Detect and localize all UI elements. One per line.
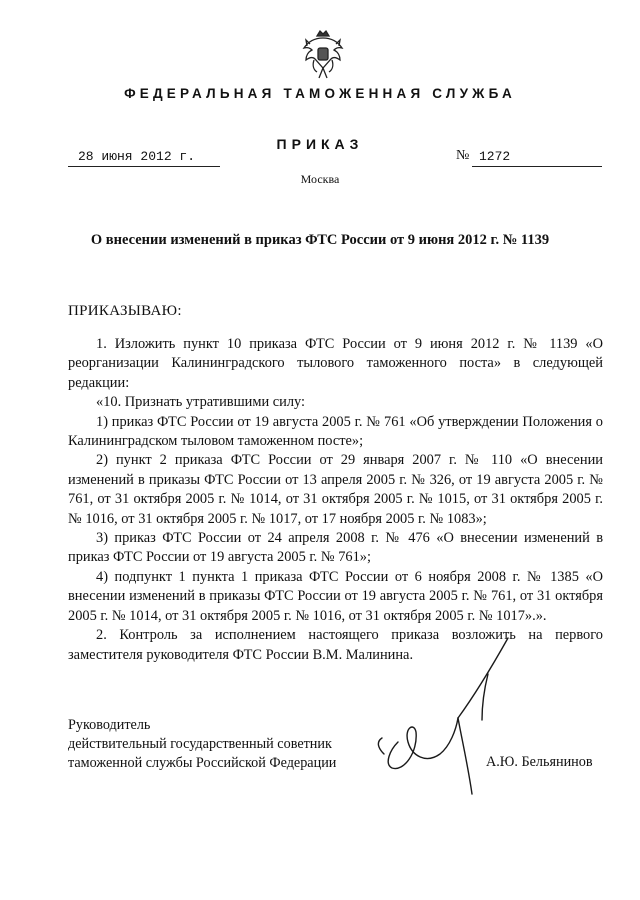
number-underline: [472, 166, 602, 167]
city-name: Москва: [300, 172, 340, 186]
paragraph-subitem-1: 1) приказ ФТС России от 19 августа 2005 г. № 761 «Об утверждении Положения о Калининградском тыловом таможенном посте»;: [68, 413, 603, 450]
document-number: 1272: [479, 149, 511, 164]
signer-title-line-2: действительный государственный советник: [68, 736, 332, 752]
document-body: [68, 335, 603, 665]
paragraph-item-10: «10. Признать утратившими силу:: [96, 394, 306, 411]
double-headed-eagle-emblem-icon: [300, 26, 346, 82]
paragraph-subitem-2: 2) пункт 2 приказа ФТС России от 29 января 2007 г. № 110 «О внесении изменений в приказы ФТС России от 13 апреля 2005 г. № 326, от 19 августа 2005 г. № 761, от 31 октября 2005 г. № 1014, от 31 октября 2005 г. № 1015, от 31 октября 2005 г. № 1016, от 31 октября 2005 г. № 1017, от 17 ноября 2005 г. № 1083»;: [68, 452, 603, 527]
paragraph-item-2: 2. Контроль за исполнением настоящего приказа возложить на первого заместителя руководителя ФТС России В.М. Малинина.: [68, 627, 603, 663]
date-underline: [68, 166, 220, 167]
paragraph-subitem-3: 3) приказ ФТС России от 24 апреля 2008 г. № 476 «О внесении изменений в приказ ФТС России от 19 августа 2005 г. № 761»;: [68, 530, 603, 566]
signer-title-line-1: Руководитель: [68, 717, 151, 733]
number-sign: №: [456, 148, 470, 163]
paragraph-item-1: 1. Изложить пункт 10 приказа ФТС России от 9 июня 2012 г. № 1139 «О реорганизации Калининградского тылового таможенного поста» в следующей редакции:: [68, 336, 603, 391]
signer-title-block: [68, 716, 336, 773]
order-word: ПРИКАЗЫВАЮ:: [68, 303, 182, 319]
signer-name: А.Ю. Бельянинов: [486, 754, 593, 770]
agency-name: ФЕДЕРАЛЬНАЯ ТАМОЖЕННАЯ СЛУЖБА: [124, 86, 516, 101]
handwritten-signature: [370, 630, 520, 800]
signer-title-line-3: таможенной службы Российской Федерации: [68, 755, 337, 771]
document-type: ПРИКАЗ: [276, 136, 364, 152]
document-title: О внесении изменений в приказ ФТС России от 9 июня 2012 г. № 1139: [90, 232, 550, 248]
paragraph-subitem-4: 4) подпункт 1 пункта 1 приказа ФТС России от 6 ноября 2008 г. № 1385 «О внесении изменений в приказы ФТС России от 19 августа 2005 г. № 761, от 31 октября 2005 г. № 1014, от 31 октября 2005 г. № 1016, от 31 октября 2005 г. № 1017».».: [68, 568, 603, 624]
document-date: 28 июня 2012 г.: [78, 149, 196, 164]
